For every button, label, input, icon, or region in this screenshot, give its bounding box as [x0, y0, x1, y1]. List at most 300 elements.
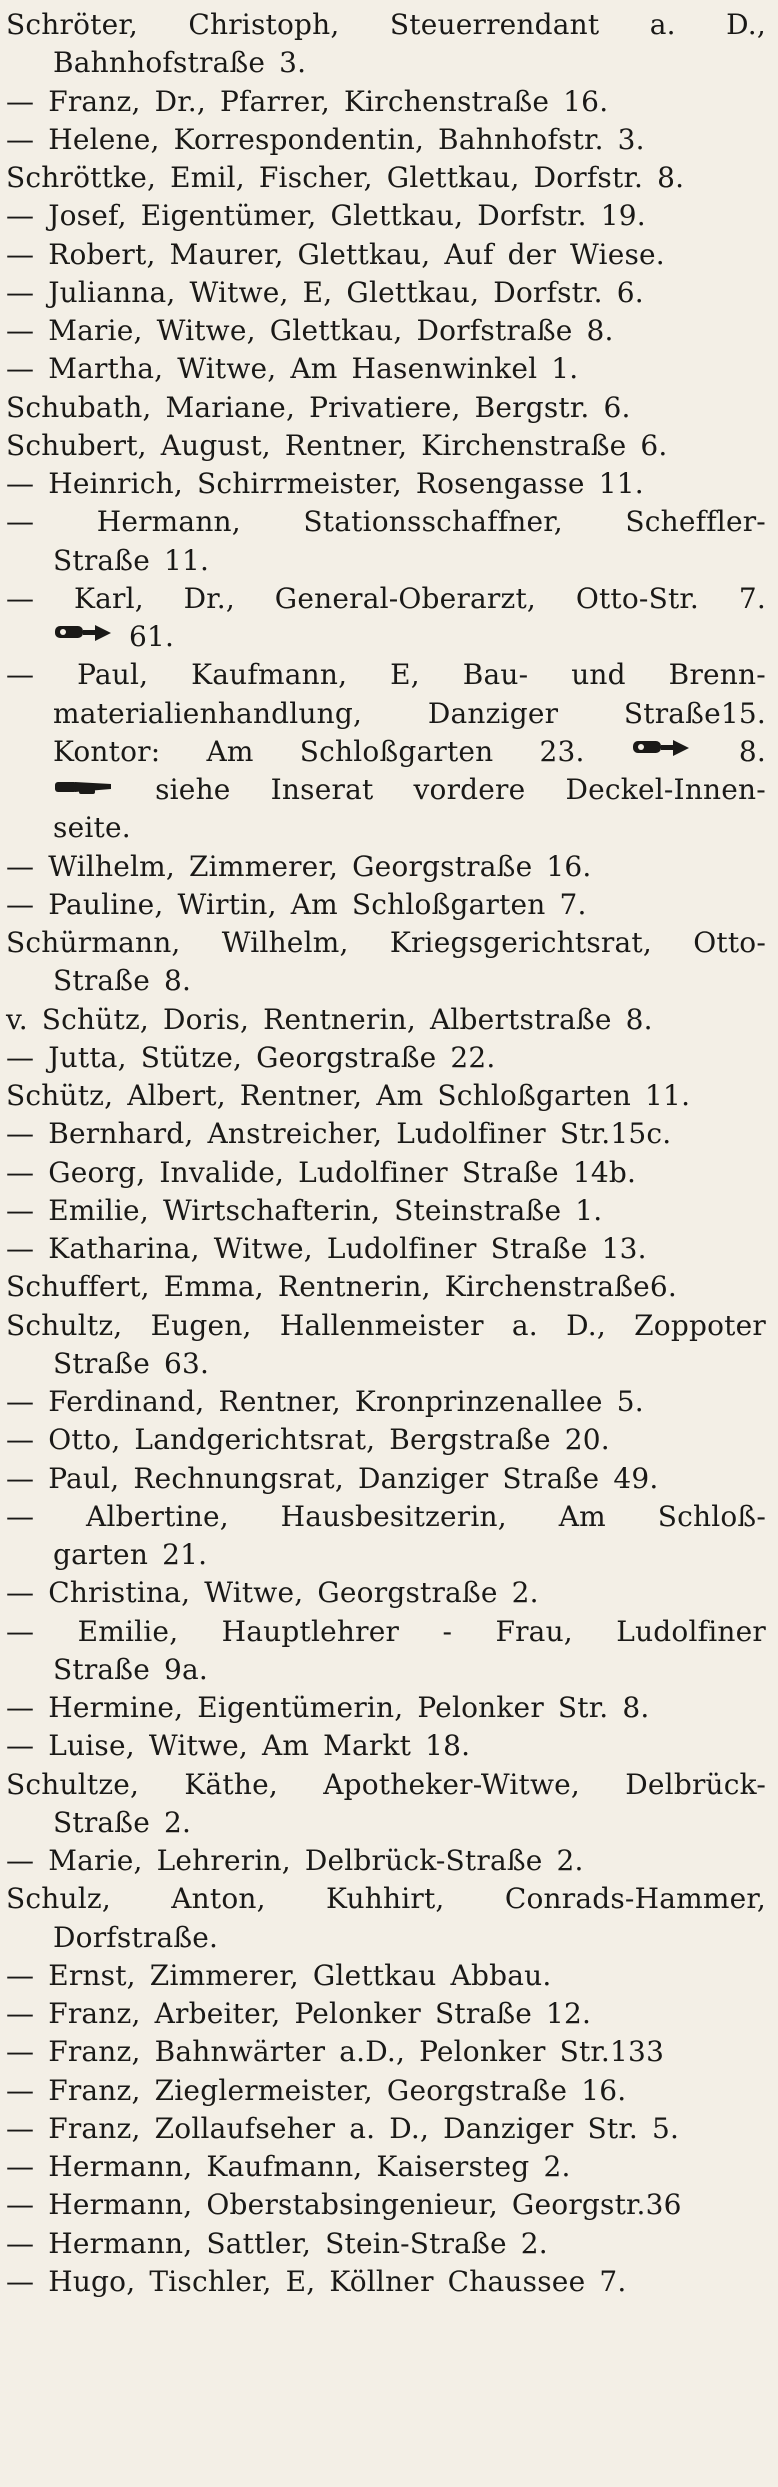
entry-word: Bahnhofstraße [53, 46, 266, 80]
entry-word: Julianna, [48, 275, 176, 309]
entry-word: Delbrück- [625, 1767, 766, 1801]
directory-entry [6, 1192, 766, 1230]
entry-word: — [6, 2111, 35, 2145]
entry-word: 18. [425, 1729, 471, 1763]
entry-word: — [6, 314, 35, 347]
entry-word: Doris, [163, 1002, 250, 1036]
directory-entry [6, 1727, 766, 1765]
entry-word: Markt [323, 1729, 412, 1763]
directory-entry [6, 2072, 766, 2110]
entry-word: 7. [559, 887, 587, 921]
directory-entry [6, 1460, 766, 1498]
entry-word: Paul, [48, 1461, 120, 1495]
directory-entry [6, 427, 766, 465]
directory-entry [6, 197, 766, 235]
entry-word: Glettkau, [269, 314, 403, 347]
entry-word: E, [285, 2264, 316, 2298]
entry-word: — [6, 1232, 35, 1265]
entry-word: — [6, 2188, 35, 2222]
entry-word: Karl, [73, 581, 144, 615]
entry-word: Schubert, [6, 428, 147, 462]
entry-word: Am [290, 352, 338, 386]
entry-word: Schulz, [6, 1882, 111, 1916]
directory-entry [6, 848, 766, 886]
entry-word: — [6, 1423, 35, 1457]
entry-word: Franz, [48, 2073, 141, 2107]
entry-word: Schubath, [6, 390, 152, 424]
directory-entry [6, 350, 766, 388]
entry-word: Schloßgarten [437, 1079, 632, 1112]
directory-entry [6, 1995, 766, 2033]
entry-line [6, 2148, 766, 2186]
entry-word: Eigentümer, [140, 199, 317, 233]
entry-line [6, 1574, 766, 1612]
entry-word: Pauline, [48, 887, 164, 921]
entry-word: Str. [587, 2111, 638, 2145]
directory-entry [6, 465, 766, 503]
entry-word: Georgstraße [256, 1040, 437, 1074]
entry-word: 61. [129, 620, 175, 653]
entry-word: 8. [657, 161, 685, 194]
entry-line [6, 1689, 766, 1727]
entry-line [6, 2263, 766, 2301]
entry-word: Apotheker-Witwe, [323, 1767, 581, 1801]
entry-word: Dorfstr. [477, 199, 587, 233]
entry-word: 3. [279, 46, 307, 80]
entry-word: Georgstraße [317, 1576, 498, 1610]
telephone-icon [53, 622, 115, 646]
entry-word: — [6, 2035, 35, 2069]
entry-word: Heinrich, [48, 467, 183, 500]
entry-word: 2. [520, 2226, 548, 2260]
entry-word: Hermann, [48, 2150, 193, 2183]
entry-word: 11. [598, 467, 644, 500]
directory-entry [6, 886, 766, 924]
entry-word: Schröter, [6, 8, 138, 41]
entry-word: — [6, 887, 35, 921]
entry-word: Rentnerin, [277, 1270, 431, 1304]
entry-word: a. [511, 1308, 538, 1342]
entry-word: siehe [155, 773, 231, 806]
entry-word: Oberstabsingenieur, [206, 2188, 498, 2222]
directory-entry [6, 924, 766, 1001]
entry-word: — [6, 581, 35, 615]
entry-word: 1. [575, 1193, 603, 1227]
entry-word: 8. [586, 314, 614, 347]
entry-word: Robert, [48, 237, 156, 271]
entry-word: Schröttke, [6, 161, 157, 194]
entry-word: Hermann, [96, 505, 241, 539]
entry-line [6, 121, 766, 159]
entry-word: 8. [625, 1002, 653, 1036]
entry-line [6, 1421, 766, 1459]
entry-word: — [6, 1691, 35, 1724]
entry-word: Kaufmann, [191, 658, 348, 692]
entry-word: 21. [162, 1538, 208, 1571]
entry-line [6, 1230, 766, 1268]
directory-entry [6, 656, 766, 847]
entry-word: — [6, 1040, 35, 1074]
entry-word: — [6, 2073, 35, 2107]
entry-word: Luise, [48, 1729, 135, 1763]
entry-continuation-line [6, 733, 766, 771]
entry-word: Ludolfiner [616, 1614, 766, 1648]
entry-word: garten [53, 1538, 149, 1571]
entry-word: Danziger [443, 2111, 574, 2145]
entry-line [6, 1842, 766, 1880]
directory-entry [6, 2263, 766, 2301]
entry-word: Brenn- [668, 658, 766, 692]
entry-word: Steinstraße [394, 1193, 562, 1227]
entry-word: Invalide, [159, 1155, 285, 1189]
entry-word: Fischer, [258, 161, 373, 194]
entry-word: D., [726, 8, 766, 41]
directory-entry [6, 1039, 766, 1077]
entry-word: August, [160, 428, 271, 462]
directory-entry [6, 1230, 766, 1268]
telephone-icon [631, 737, 693, 761]
entry-word: 13. [601, 1232, 647, 1265]
entry-word: Rosengasse [415, 467, 585, 500]
entry-word: — [6, 1576, 35, 1610]
entry-line [6, 580, 766, 618]
entry-line [6, 236, 766, 274]
entry-word: Straße [435, 1997, 533, 2030]
entry-word: Straße [53, 1805, 150, 1839]
entry-word: — [6, 122, 35, 156]
entry-word: 6. [616, 275, 644, 309]
entry-line [6, 2072, 766, 2110]
entry-word: Kronprinzenallee [354, 1385, 603, 1418]
entry-word: Deckel-Innen- [565, 773, 766, 806]
entry-line [6, 2033, 766, 2071]
entry-word: — [6, 1499, 35, 1533]
entry-word: a.D., [339, 2035, 406, 2069]
entry-continuation-line [6, 809, 766, 847]
entry-word: Scheffler- [625, 505, 766, 539]
entry-word: Conrads-Hammer, [504, 1882, 766, 1916]
entry-line [6, 1766, 766, 1804]
entry-word: Ludolfiner [326, 1232, 477, 1265]
entry-word: Straße [461, 1155, 559, 1189]
entry-word: Albertine, [86, 1499, 229, 1533]
entry-line [6, 2110, 766, 2148]
entry-word: Danziger [357, 1461, 489, 1495]
entry-continuation-line [6, 44, 766, 82]
entry-word: Ludolfiner [396, 1117, 546, 1151]
entry-word: Kuhhirt, [326, 1882, 445, 1916]
entry-word: Am [290, 887, 338, 921]
entry-word: 2. [543, 2150, 571, 2183]
entry-line [6, 1192, 766, 1230]
entry-word: Ferdinand, [48, 1385, 205, 1418]
entry-word: 7. [599, 2264, 627, 2298]
entry-word: 5. [651, 2111, 680, 2145]
entry-word: — [6, 2264, 35, 2298]
entry-word: 2. [164, 1805, 192, 1839]
entry-word: Hauptlehrer [221, 1614, 400, 1648]
directory-entry [6, 1383, 766, 1421]
entry-line [6, 503, 766, 541]
entry-line [6, 312, 766, 350]
entry-word: — [6, 1193, 35, 1227]
entry-word: Straße [53, 964, 150, 998]
entry-word: 2. [511, 1576, 539, 1610]
entry-word: vordere [413, 773, 526, 806]
entry-word: D., [389, 2111, 430, 2145]
entry-word: Georgstr.36 [511, 2188, 682, 2222]
entry-word: — [6, 1461, 35, 1495]
entry-word: — [6, 505, 35, 539]
entry-word: Schloßgarten [299, 734, 494, 768]
entry-word: Bahnhofstr. [438, 122, 604, 156]
entry-word: 8. [164, 964, 192, 998]
entry-word: Schuffert, [6, 1270, 150, 1304]
entry-line [6, 1115, 766, 1153]
entry-word: 23. [539, 734, 585, 768]
entry-word: Georgstraße [386, 2073, 568, 2107]
entry-word: 16. [546, 849, 592, 883]
entry-line [6, 1383, 766, 1421]
entry-word: Zollaufseher [154, 2111, 336, 2145]
entry-line [6, 1957, 766, 1995]
entry-word: Marie, [48, 1844, 143, 1877]
entry-word: Hausbesitzerin, [280, 1499, 507, 1533]
entry-word: Glettkau, [386, 161, 520, 194]
entry-word: Hallenmeister [279, 1308, 484, 1342]
entry-word: Schultz, [6, 1308, 123, 1342]
entry-word: Schütz, [6, 1079, 114, 1112]
entry-word: — [6, 2150, 35, 2183]
directory-entry [6, 1957, 766, 1995]
entry-word: — [6, 237, 35, 271]
entry-line [6, 1880, 766, 1918]
entry-line [6, 159, 766, 197]
entry-word: — [6, 1155, 35, 1189]
entry-word: Glettkau [312, 1958, 437, 1992]
entry-word: Schütz, [41, 1002, 150, 1036]
directory-entry [6, 2110, 766, 2148]
directory-entry [6, 1001, 766, 1039]
entry-line [6, 1995, 766, 2033]
entry-word: — [6, 1729, 35, 1763]
entry-line [6, 1498, 766, 1536]
entry-word: Georg, [48, 1155, 146, 1189]
entry-line [6, 1268, 766, 1306]
entry-word: 2. [556, 1844, 584, 1877]
entry-word: — [6, 1385, 35, 1418]
entry-word: Wilhelm, [48, 849, 176, 883]
directory-entry [6, 1154, 766, 1192]
entry-word: 9a. [164, 1652, 209, 1686]
entry-word: 20. [564, 1423, 610, 1457]
entry-word: — [6, 1997, 35, 2030]
entry-word: Anton, [171, 1882, 266, 1916]
entry-word: — [6, 84, 35, 118]
entry-word: Emilie, [77, 1614, 179, 1648]
directory-entry [6, 274, 766, 312]
entry-word: Hermine, [48, 1691, 184, 1724]
directory-entry [6, 2033, 766, 2071]
entry-line [6, 1039, 766, 1077]
directory-entry [6, 2225, 766, 2263]
entry-word: Stein-Straße [325, 2226, 507, 2260]
entry-word: Rechnungsrat, [133, 1461, 344, 1495]
entry-word: Str. [557, 1691, 609, 1724]
entry-word: E, [390, 658, 420, 692]
entry-word: Witwe, [204, 1576, 304, 1610]
entry-word: Witwe, [177, 352, 277, 386]
entry-word: Franz, [48, 84, 141, 118]
entry-word: Glettkau, [297, 237, 431, 271]
entry-word: Tischler, [149, 2264, 272, 2298]
entry-word: Auf [444, 237, 494, 271]
entry-word: 11. [645, 1079, 691, 1112]
entry-word: Mariane, [165, 390, 296, 424]
entry-word: Schirrmeister, [196, 467, 402, 500]
entry-word: Pelonker [417, 1691, 544, 1724]
entry-line [6, 197, 766, 235]
entry-word: Zieglermeister, [154, 2073, 373, 2107]
entry-word: — [6, 849, 35, 883]
entry-word: Kirchenstraße [421, 428, 627, 462]
entry-continuation-line [6, 1345, 766, 1383]
entry-word: - [442, 1614, 453, 1648]
entry-line [6, 848, 766, 886]
directory-entry [6, 1268, 766, 1306]
entry-word: Am [376, 1079, 424, 1112]
entry-word: Abbau. [450, 1958, 552, 1992]
entry-word: — [6, 2226, 35, 2260]
entry-line [6, 656, 766, 694]
entry-continuation-line [6, 962, 766, 1000]
entry-word: 7. [738, 581, 766, 615]
entry-word: Rentner, [218, 1385, 341, 1418]
entry-word: Kaufmann, [206, 2150, 363, 2183]
entry-line [6, 924, 766, 962]
entry-word: Dr., [183, 581, 235, 615]
directory-entry [6, 580, 766, 657]
entry-word: Dorfstraße. [53, 1920, 219, 1954]
entry-word: Eigentümerin, [197, 1691, 404, 1724]
entry-word: Straße15. [623, 696, 766, 730]
entry-line [6, 1613, 766, 1651]
directory-entry [6, 1766, 766, 1843]
entry-word: Schürmann, [6, 926, 181, 959]
entry-word: — [6, 467, 35, 500]
entry-word: 19. [600, 199, 646, 233]
entry-word: 6. [603, 390, 631, 424]
entry-continuation-line [6, 1804, 766, 1842]
entry-word: Frau, [495, 1614, 573, 1648]
entry-word: Franz, [48, 2035, 141, 2069]
entry-continuation-line [6, 771, 766, 809]
entry-line [6, 427, 766, 465]
entry-word: 8. [738, 734, 766, 768]
directory-entry [6, 6, 766, 83]
entry-word: Albert, [127, 1079, 226, 1112]
entry-word: Str.15c. [559, 1117, 672, 1151]
entry-word: — [6, 199, 35, 233]
entry-word: Delbrück-Straße [304, 1844, 543, 1877]
directory-entry [6, 389, 766, 427]
entry-word: Hermann, [48, 2188, 193, 2222]
entry-line [6, 274, 766, 312]
entry-line [6, 2225, 766, 2263]
entry-word: Pfarrer, [219, 84, 331, 118]
entry-word: 22. [450, 1040, 496, 1074]
entry-word: Franz, [48, 2111, 141, 2145]
entry-word: Korrespondentin, [173, 122, 425, 156]
entry-continuation-line [6, 695, 766, 733]
entry-continuation-line [6, 542, 766, 580]
entry-continuation-line [6, 1651, 766, 1689]
directory-entry [6, 1077, 766, 1115]
entry-word: der [507, 237, 557, 271]
entry-word: Zimmerer, [189, 849, 339, 883]
directory-entry [6, 236, 766, 274]
entry-word: — [6, 658, 35, 692]
entry-word: a. [649, 8, 676, 41]
entry-line [6, 6, 766, 44]
entry-word: 14b. [572, 1155, 637, 1189]
entry-word: Privatiere, [309, 390, 461, 424]
entry-word: Straße [53, 1346, 150, 1380]
entry-word: E, [302, 275, 333, 309]
entry-word: Emil, [170, 161, 245, 194]
entry-word: Arbeiter, [154, 1997, 281, 2030]
directory-entry [6, 503, 766, 580]
entry-word: Zimmerer, [149, 1958, 299, 1992]
entry-word: Chaussee [447, 2264, 586, 2298]
entry-word: Str.133 [559, 2035, 665, 2069]
entry-word: Dorfstr. [493, 275, 603, 309]
entry-word: Dorfstraße [416, 314, 573, 347]
entry-word: 16. [563, 84, 609, 118]
entry-word: Hugo, [48, 2264, 136, 2298]
directory-entry [6, 1574, 766, 1612]
entry-word: Marie, [48, 314, 143, 347]
entry-word: Schloß- [657, 1499, 766, 1533]
entry-word: Jutta, [48, 1040, 127, 1074]
directory-entry [6, 1880, 766, 1957]
entry-line [6, 389, 766, 427]
entry-word: Albertstraße [429, 1002, 612, 1036]
directory-entry [6, 1842, 766, 1880]
entry-word: — [6, 352, 35, 386]
entry-word: Straße [53, 1652, 150, 1686]
entry-word: Kaisersteg [376, 2150, 530, 2183]
entry-word: Am [261, 1729, 310, 1763]
entry-word: Josef, [48, 199, 127, 233]
entry-word: Witwe, [189, 275, 289, 309]
entry-line [6, 1727, 766, 1765]
entry-line [6, 350, 766, 388]
directory-entry [6, 83, 766, 121]
entry-word: Otto, [48, 1423, 121, 1457]
entry-word: 6. [640, 428, 668, 462]
entry-word: Rentner, [284, 428, 408, 462]
directory-entry [6, 1613, 766, 1690]
entry-line [6, 83, 766, 121]
entry-word: Schultze, [6, 1767, 140, 1801]
entry-word: Wilhelm, [221, 926, 349, 959]
entry-word: Landgerichtsrat, [134, 1423, 376, 1457]
entry-word: Witwe, [148, 1729, 248, 1763]
entry-word: Pelonker [294, 1997, 422, 2030]
entry-line [6, 1077, 766, 1115]
entry-word: 16. [581, 2073, 627, 2107]
